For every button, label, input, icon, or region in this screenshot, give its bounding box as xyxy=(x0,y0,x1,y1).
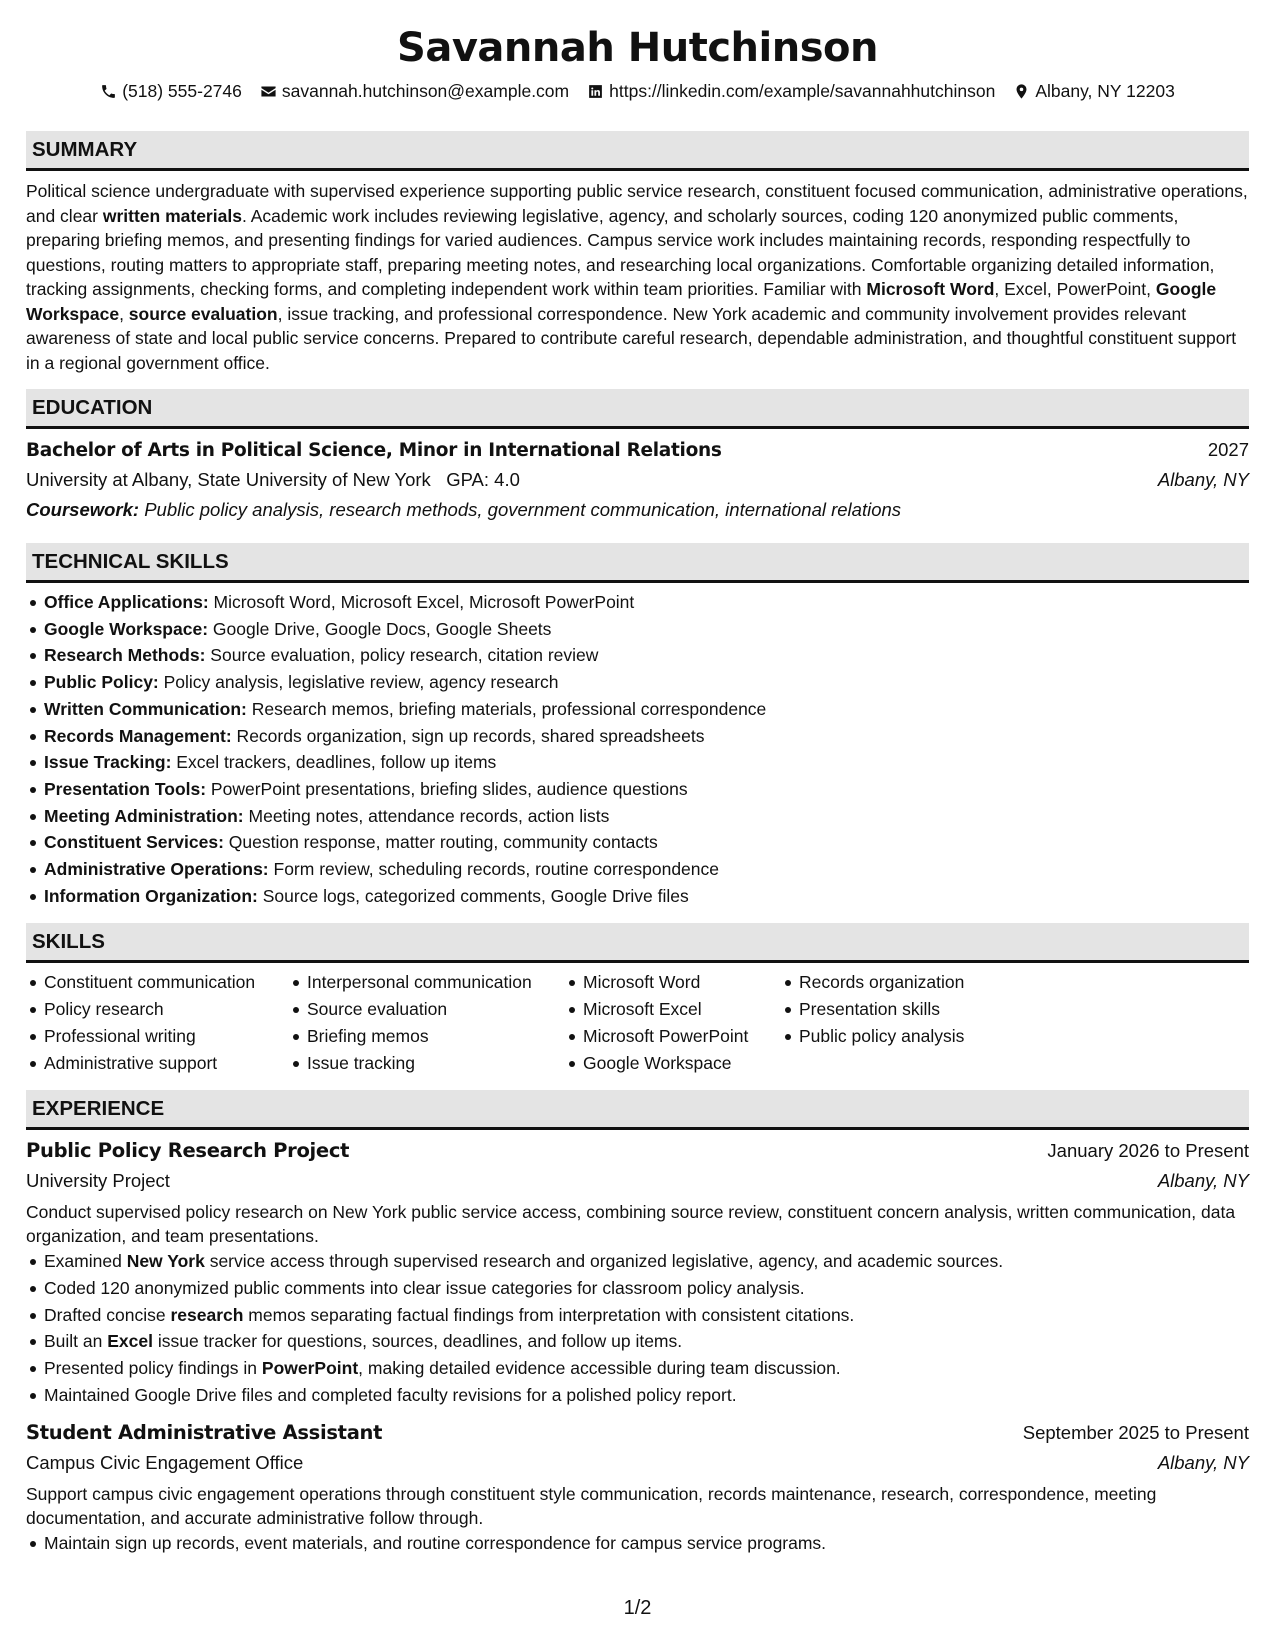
job-organization: Campus Civic Engagement Office xyxy=(26,1452,304,1474)
education-heading: EDUCATION xyxy=(26,389,1249,429)
degree-title: Bachelor of Arts in Political Science, Minor in International Relations xyxy=(26,440,722,461)
technical-skill-item xyxy=(26,669,1249,696)
skill-item: Presentation skills xyxy=(781,996,1021,1023)
technical-skill-item xyxy=(26,616,1249,643)
emphasis-text: PowerPoint xyxy=(261,1358,359,1379)
skill-values: Question response, matter routing, community contacts xyxy=(223,832,658,853)
experience-list xyxy=(26,1136,1249,1557)
emphasis-text: Excel xyxy=(107,1331,153,1352)
skill-category: Records Management: xyxy=(44,725,232,746)
skill-values: PowerPoint presentations, briefing slides, audience questions xyxy=(206,778,688,799)
graduation-year: 2027 xyxy=(1207,439,1249,460)
skill-item: Google Workspace xyxy=(565,1050,781,1077)
skill-category: Research Methods: xyxy=(44,645,206,666)
contact-phone[interactable] xyxy=(100,80,242,102)
skill-item: Microsoft Word xyxy=(565,969,781,996)
skill-category: Office Applications: xyxy=(44,592,209,612)
job-entry xyxy=(26,1136,1249,1408)
skill-values: Source evaluation, policy research, citation review xyxy=(205,645,599,666)
technical-skills-list xyxy=(26,589,1249,909)
technical-skill-item xyxy=(26,749,1249,776)
job-location: Albany, NY xyxy=(1157,1170,1249,1192)
skill-category: Issue Tracking: xyxy=(44,752,172,773)
coursework xyxy=(26,495,1249,525)
skill-item: Issue tracking xyxy=(289,1050,565,1077)
text-run: , issue tracking, and professional correspondence. New York academic and community involvement provides relevant awareness of state and local public service concerns. Prepared to contribute careful research, dependable administration, and thoughtful constituent support in a regional government office. xyxy=(26,303,1237,373)
technical-skill-item xyxy=(26,883,1249,910)
linkedin-text: https://linkedin.com/example/savannahhutchinson xyxy=(609,81,996,101)
text-run: Coded 120 anonymized public comments into clear issue categories for classroom policy analysis. xyxy=(44,1277,805,1298)
contact-linkedin[interactable] xyxy=(587,80,995,102)
text-run: . Academic work includes reviewing legislative, agency, and scholarly sources, coding 120 anonymized public comments, preparing briefing memos, and presenting findings for varied audiences. Campus service work includes maintaining records, responding respectfully to questions, routing matters to appropriate staff, preparing meeting notes, and researching local organizations. Comfortable organizing detailed information, tracking assignments, checking forms, and completing independent work within team priorities. Familiar with xyxy=(26,205,1215,299)
emphasis-text: Google Workspace xyxy=(26,279,1217,324)
text-run: Examined xyxy=(44,1251,127,1272)
skill-item: Source evaluation xyxy=(289,996,565,1023)
email-text: savannah.hutchinson@example.com xyxy=(281,81,570,101)
job-organization: University Project xyxy=(26,1170,170,1192)
skill-category: Information Organization: xyxy=(44,885,258,906)
school-location: Albany, NY xyxy=(1157,469,1249,490)
skill-item: Policy research xyxy=(26,996,289,1023)
skill-item: Briefing memos xyxy=(289,1023,565,1050)
skill-values: Policy analysis, legislative review, agency research xyxy=(158,672,559,693)
skill-category: Google Workspace: xyxy=(44,618,209,639)
text-run: Maintained Google Drive files and completed faculty revisions for a polished policy report. xyxy=(44,1384,737,1405)
experience-heading: EXPERIENCE xyxy=(26,1090,1249,1130)
summary-text xyxy=(26,179,1249,375)
emphasis-text: source evaluation xyxy=(128,303,278,324)
technical-skill-item xyxy=(26,829,1249,856)
coursework-label: Coursework: xyxy=(26,499,140,520)
text-run: Maintain sign up records, event materials, and routine correspondence for campus service programs. xyxy=(44,1533,827,1554)
job-bullets xyxy=(26,1248,1249,1408)
skills-heading: SKILLS xyxy=(26,923,1249,963)
skill-item: Microsoft PowerPoint xyxy=(565,1023,781,1050)
skill-category: Meeting Administration: xyxy=(44,805,244,826)
coursework-list: Public policy analysis, research methods, government communication, international relations xyxy=(139,499,902,520)
job-title: Public Policy Research Project xyxy=(26,1139,350,1163)
job-entry xyxy=(26,1418,1249,1557)
emphasis-text: written materials xyxy=(102,205,242,226)
envelope-icon xyxy=(260,83,277,100)
text-run: Built an xyxy=(44,1331,108,1352)
skill-values: Meeting notes, attendance records, action lists xyxy=(243,805,610,826)
skills-grid xyxy=(26,969,1249,1076)
emphasis-text: New York xyxy=(126,1251,205,1272)
technical-skill-item xyxy=(26,803,1249,830)
text-run: Political science undergraduate with supervised experience supporting public service research, constituent focused communication, administrative operations, and clear xyxy=(26,181,1248,226)
linkedin-icon xyxy=(587,83,604,100)
skills-column xyxy=(289,969,565,1076)
skill-category: Public Policy: xyxy=(44,672,159,693)
job-bullet xyxy=(26,1530,1249,1557)
technical-skill-item xyxy=(26,589,1249,616)
text-run: , xyxy=(119,303,129,324)
skill-category: Presentation Tools: xyxy=(44,778,207,799)
skill-values: Excel trackers, deadlines, follow up items xyxy=(171,752,497,773)
phone-text: (518) 555-2746 xyxy=(122,81,242,101)
skill-values: Records organization, sign up records, shared spreadsheets xyxy=(231,725,705,746)
contact-location xyxy=(1013,80,1174,102)
skill-category: Written Communication: xyxy=(44,698,247,719)
education-entry xyxy=(26,435,1249,525)
candidate-name: Savannah Hutchinson xyxy=(397,25,878,71)
job-bullet xyxy=(26,1328,1249,1355)
text-run: service access through supervised research and organized legislative, agency, and academic sources. xyxy=(204,1251,1004,1272)
skills-column xyxy=(781,969,1021,1076)
job-description: Conduct supervised policy research on New York public service access, combining source review, constituent concern analysis, written communication, data organization, and team presentations. xyxy=(26,1202,1236,1247)
text-run: Presented policy findings in xyxy=(44,1358,262,1379)
technical-skill-item xyxy=(26,696,1249,723)
emphasis-text: research xyxy=(170,1304,244,1325)
technical-skill-item xyxy=(26,723,1249,750)
technical-skill-item xyxy=(26,856,1249,883)
location-text: Albany, NY 12203 xyxy=(1035,81,1175,101)
job-title: Student Administrative Assistant xyxy=(26,1421,383,1445)
skills-column xyxy=(565,969,781,1076)
skill-item: Professional writing xyxy=(26,1023,289,1050)
summary-heading: SUMMARY xyxy=(26,131,1249,171)
skill-item: Public policy analysis xyxy=(781,1023,1021,1050)
job-bullet xyxy=(26,1275,1249,1302)
job-bullet xyxy=(26,1382,1249,1409)
school-name: University at Albany, State University of New York GPA: 4.0 xyxy=(26,469,520,490)
text-run: , making detailed evidence accessible during team discussion. xyxy=(358,1358,841,1379)
emphasis-text: Microsoft Word xyxy=(866,279,995,299)
text-run: memos separating factual findings from interpretation with consistent citations. xyxy=(243,1304,855,1325)
skill-item: Administrative support xyxy=(26,1050,289,1077)
contact-email[interactable] xyxy=(260,80,569,102)
skill-values: Microsoft Word, Microsoft Excel, Microsoft PowerPoint xyxy=(208,592,635,612)
job-dates: January 2026 to Present xyxy=(1047,1140,1249,1162)
skill-item: Constituent communication xyxy=(26,969,289,996)
text-run: issue tracker for questions, sources, deadlines, and follow up items. xyxy=(152,1331,683,1352)
job-bullets xyxy=(26,1530,1249,1557)
technical-skill-item xyxy=(26,642,1249,669)
skill-item: Interpersonal communication xyxy=(289,969,565,996)
technical-skills-heading: TECHNICAL SKILLS xyxy=(26,543,1249,583)
text-run: Drafted concise xyxy=(44,1304,171,1325)
skill-values: Research memos, briefing materials, professional correspondence xyxy=(246,698,767,719)
map-pin-icon xyxy=(1013,83,1030,100)
job-bullet xyxy=(26,1302,1249,1329)
phone-icon xyxy=(100,83,117,100)
technical-skill-item xyxy=(26,776,1249,803)
skill-item: Microsoft Excel xyxy=(565,996,781,1023)
job-location: Albany, NY xyxy=(1157,1452,1249,1474)
skill-category: Administrative Operations: xyxy=(44,859,269,880)
job-dates: September 2025 to Present xyxy=(1022,1422,1249,1444)
skill-values: Form review, scheduling records, routine correspondence xyxy=(268,859,720,880)
page-number: 1/2 xyxy=(623,1597,652,1619)
skill-item: Records organization xyxy=(781,969,1021,996)
job-bullet xyxy=(26,1248,1249,1275)
text-run: , Excel, PowerPoint, xyxy=(994,279,1156,299)
contact-bar xyxy=(26,80,1249,102)
skill-values: Source logs, categorized comments, Google Drive files xyxy=(257,885,689,906)
skill-category: Constituent Services: xyxy=(44,832,224,853)
skills-column xyxy=(26,969,289,1076)
job-description: Support campus civic engagement operations through constituent style communication, records maintenance, research, correspondence, meeting documentation, and accurate administrative follow through. xyxy=(26,1484,1157,1529)
skill-values: Google Drive, Google Docs, Google Sheets xyxy=(208,618,552,639)
job-bullet xyxy=(26,1355,1249,1382)
